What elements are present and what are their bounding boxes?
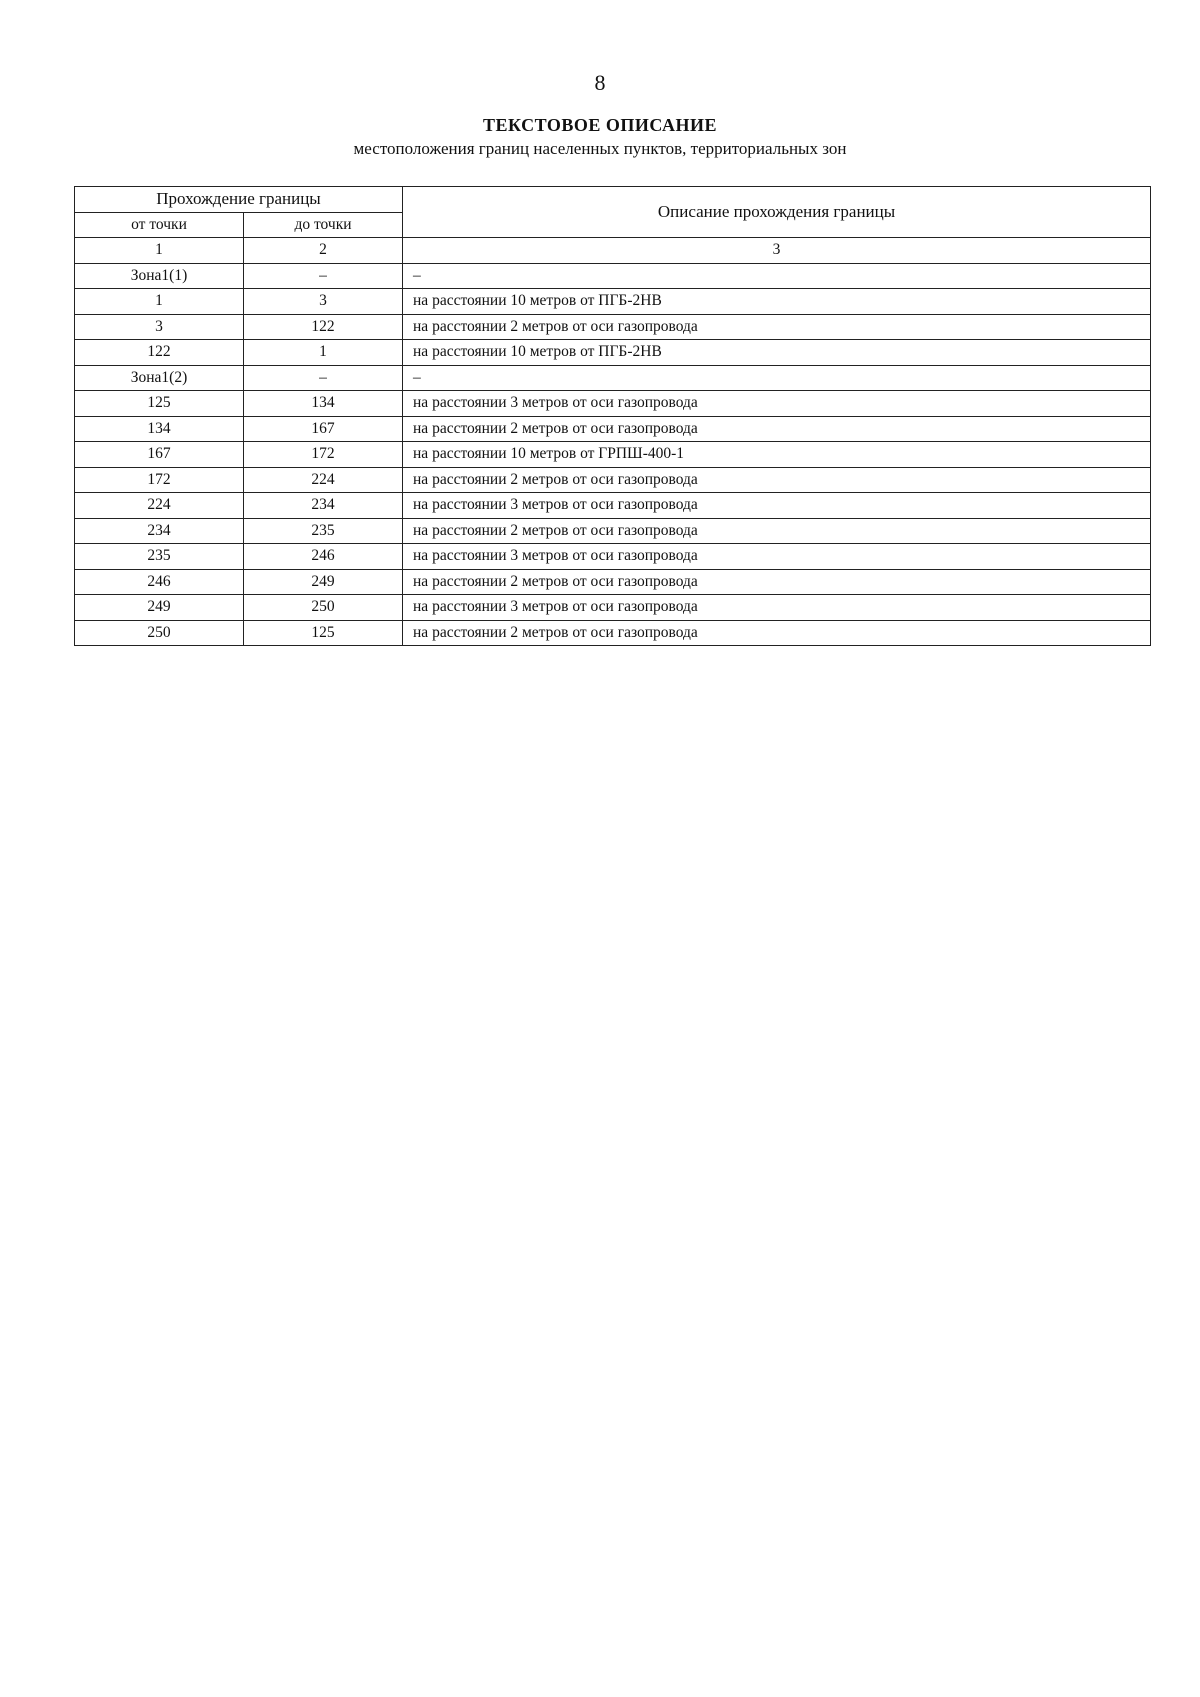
cell-description: –	[403, 263, 1151, 289]
table-row	[75, 518, 1151, 544]
cell-description: на расстоянии 2 метров от оси газопровода	[403, 518, 1151, 544]
cell-from: 250	[75, 620, 244, 646]
cell-description: на расстоянии 3 метров от оси газопровода	[403, 391, 1151, 417]
cell-from: Зона1(2)	[75, 365, 244, 391]
table-header	[75, 187, 1151, 264]
header-from-point: от точки	[75, 212, 244, 238]
cell-from: 234	[75, 518, 244, 544]
document-title: ТЕКСТОВОЕ ОПИСАНИЕ	[482, 115, 717, 135]
cell-from: 235	[75, 544, 244, 570]
column-number-3: 3	[403, 238, 1151, 264]
cell-description: на расстоянии 2 метров от оси газопровода	[403, 314, 1151, 340]
boundary-table	[74, 186, 1151, 646]
cell-description: на расстоянии 2 метров от оси газопровода	[403, 416, 1151, 442]
cell-from: 134	[75, 416, 244, 442]
table-row	[75, 263, 1151, 289]
cell-description: –	[403, 365, 1151, 391]
cell-description: на расстоянии 2 метров от оси газопровода	[403, 569, 1151, 595]
cell-description: на расстоянии 3 метров от оси газопровода	[403, 544, 1151, 570]
table-row	[75, 289, 1151, 315]
table-row	[75, 620, 1151, 646]
table-row	[75, 391, 1151, 417]
page-number: 8	[594, 70, 606, 95]
cell-to: 224	[244, 467, 403, 493]
table-body	[75, 263, 1151, 646]
cell-to: 134	[244, 391, 403, 417]
cell-description: на расстоянии 3 метров от оси газопровода	[403, 493, 1151, 519]
table-row	[75, 467, 1151, 493]
table-row	[75, 442, 1151, 468]
cell-to: –	[244, 365, 403, 391]
cell-to: 167	[244, 416, 403, 442]
cell-from: 224	[75, 493, 244, 519]
table-row	[75, 314, 1151, 340]
cell-from: 122	[75, 340, 244, 366]
cell-to: –	[244, 263, 403, 289]
cell-description: на расстоянии 3 метров от оси газопровода	[403, 595, 1151, 621]
cell-from: 172	[75, 467, 244, 493]
table-row	[75, 569, 1151, 595]
cell-from: 246	[75, 569, 244, 595]
cell-from: 125	[75, 391, 244, 417]
header-boundary-passage: Прохождение границы	[75, 187, 403, 213]
cell-from: Зона1(1)	[75, 263, 244, 289]
cell-to: 246	[244, 544, 403, 570]
cell-to: 235	[244, 518, 403, 544]
cell-description: на расстоянии 10 метров от ПГБ-2НВ	[403, 340, 1151, 366]
column-number-2: 2	[244, 238, 403, 264]
table-row	[75, 340, 1151, 366]
cell-to: 125	[244, 620, 403, 646]
cell-from: 3	[75, 314, 244, 340]
header-description: Описание прохождения границы	[403, 187, 1151, 238]
cell-to: 1	[244, 340, 403, 366]
cell-description: на расстоянии 2 метров от оси газопровода	[403, 467, 1151, 493]
cell-description: на расстоянии 10 метров от ПГБ-2НВ	[403, 289, 1151, 315]
column-number-1: 1	[75, 238, 244, 264]
cell-to: 250	[244, 595, 403, 621]
cell-to: 122	[244, 314, 403, 340]
cell-to: 172	[244, 442, 403, 468]
table-row	[75, 595, 1151, 621]
table-row	[75, 493, 1151, 519]
cell-to: 3	[244, 289, 403, 315]
cell-description: на расстоянии 2 метров от оси газопровода	[403, 620, 1151, 646]
cell-from: 249	[75, 595, 244, 621]
table-row	[75, 365, 1151, 391]
table-row	[75, 544, 1151, 570]
cell-to: 234	[244, 493, 403, 519]
cell-from: 167	[75, 442, 244, 468]
header-to-point: до точки	[244, 212, 403, 238]
cell-description: на расстоянии 10 метров от ГРПШ-400-1	[403, 442, 1151, 468]
document-subtitle: местоположения границ населенных пунктов, территориальных зон	[353, 139, 847, 158]
cell-to: 249	[244, 569, 403, 595]
table-row	[75, 416, 1151, 442]
cell-from: 1	[75, 289, 244, 315]
